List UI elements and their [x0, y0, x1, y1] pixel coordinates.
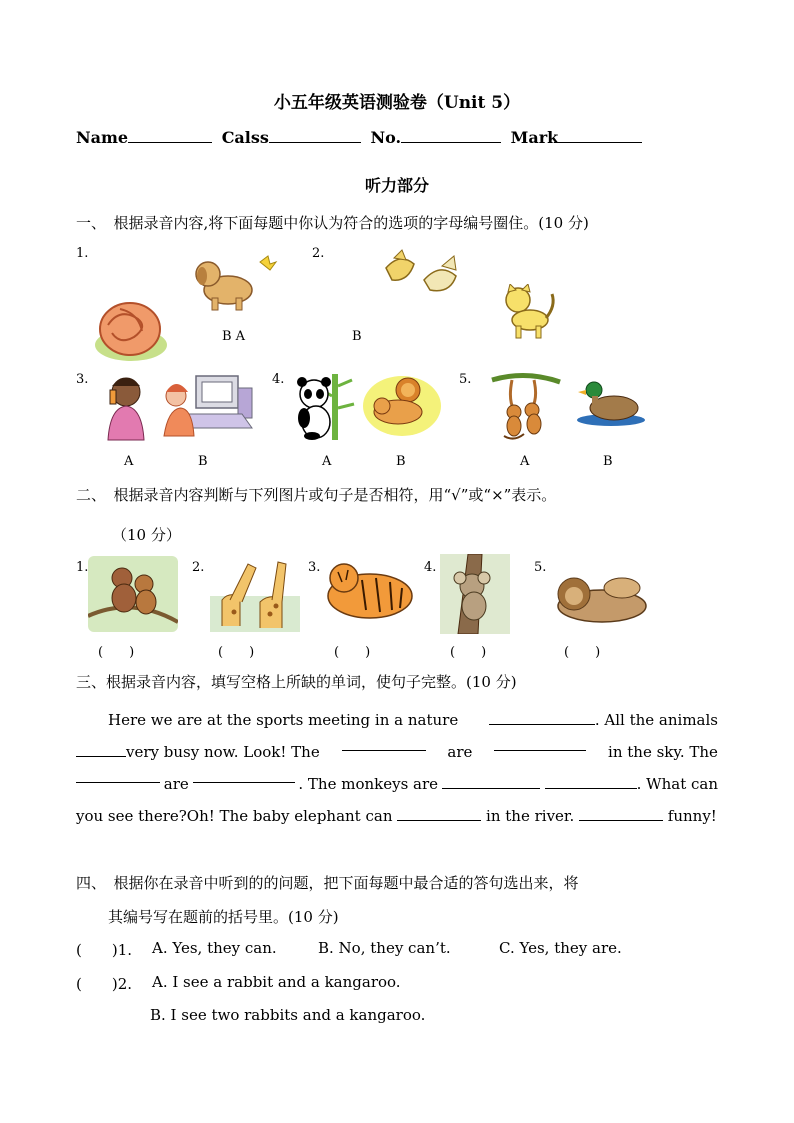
- p4-q1-number[interactable]: ( )1.: [76, 941, 133, 959]
- p1-num-3: 3.: [76, 372, 89, 387]
- lions-lying-picture: [544, 568, 648, 626]
- class-blank[interactable]: [269, 128, 361, 143]
- p1-q1-labels: B A: [222, 329, 246, 344]
- p4-q1: [76, 939, 132, 960]
- p2-num-3: 3.: [308, 560, 321, 575]
- p1-num-4: 4.: [272, 372, 285, 387]
- blank-10[interactable]: [579, 806, 663, 821]
- p1-q3-label-a: A: [124, 454, 134, 469]
- p4-q1-option-c: C. Yes, they are.: [499, 939, 622, 957]
- p2-answer-5[interactable]: ( ): [564, 645, 601, 660]
- passage-text: are: [447, 743, 473, 761]
- giraffes-picture: [210, 556, 300, 632]
- passage-line-4: [76, 800, 718, 832]
- passage-text: very busy now. Look! The: [126, 743, 320, 761]
- name-blank[interactable]: [128, 128, 212, 143]
- birds-picture: [380, 248, 468, 298]
- blank-9[interactable]: [397, 806, 481, 821]
- passage-text: . The monkeys are: [298, 775, 439, 793]
- panda-picture: [292, 372, 358, 442]
- p1-q5-label-a: A: [520, 454, 530, 469]
- blank-8[interactable]: [545, 774, 637, 789]
- passage-text: in the sky. The: [608, 743, 718, 761]
- passage-line-3: [76, 768, 718, 800]
- blank-2[interactable]: [76, 742, 126, 757]
- page-title: 小五年级英语测验卷（Unit 5）: [273, 93, 521, 113]
- passage-text: . What can: [636, 775, 718, 793]
- computer-picture: [162, 374, 258, 438]
- p2-answer-3[interactable]: ( ): [334, 645, 371, 660]
- part3-passage: [76, 704, 718, 832]
- name-label: Name: [76, 128, 129, 147]
- p1-q5-label-b: B: [603, 454, 613, 469]
- blank-6[interactable]: [193, 768, 295, 783]
- p1-q4-label-a: A: [322, 454, 332, 469]
- passage-text: are: [163, 775, 189, 793]
- p4-q1-option-b: B. No, they can’t.: [318, 939, 451, 957]
- passage-text: Here we are at the sports meeting in a nature: [108, 711, 459, 729]
- p1-q4-label-b: B: [396, 454, 406, 469]
- lions-picture: [362, 372, 442, 438]
- part1-heading: 一、 根据录音内容,将下面每题中你认为符合的选项的字母编号圈住。(10 分): [76, 214, 589, 232]
- p2-num-2: 2.: [192, 560, 205, 575]
- p4-q2-number[interactable]: ( )2.: [76, 975, 133, 993]
- p1-num-5: 5.: [459, 372, 472, 387]
- curled-animal-picture: [94, 295, 168, 363]
- passage-text: you see there?Oh! The baby elephant can: [76, 807, 393, 825]
- passage-text: in the river.: [486, 807, 575, 825]
- p4-q1-option-a: A. Yes, they can.: [152, 939, 277, 957]
- passage-line-2: [76, 736, 718, 768]
- student-info-row: [76, 128, 646, 147]
- p4-q2-option-b: B. I see two rabbits and a kangaroo.: [150, 1006, 426, 1024]
- blank-3[interactable]: [342, 736, 426, 751]
- part4-heading-line2: 其编号写在题前的括号里。(10 分): [108, 908, 339, 926]
- class-label: Calss: [221, 128, 269, 147]
- tigers-picture: [322, 556, 414, 626]
- blank-1[interactable]: [489, 710, 595, 725]
- no-blank[interactable]: [401, 128, 501, 143]
- part2-heading: 二、 根据录音内容判断与下列图片或句子是否相符，用“√”或“×”表示。: [76, 486, 557, 504]
- blank-4[interactable]: [494, 736, 586, 751]
- mark-blank[interactable]: [558, 128, 642, 143]
- p1-num-2: 2.: [312, 246, 325, 261]
- part2-points: （10 分）: [112, 526, 181, 544]
- blank-7[interactable]: [442, 774, 540, 789]
- listening-section-title: 听力部分: [364, 176, 429, 195]
- puppy-picture: [192, 252, 278, 314]
- part3-heading: 三、根据录音内容，填写空格上所缺的单词，使句子完整。(10 分): [76, 673, 517, 691]
- no-label: No.: [370, 128, 402, 147]
- cat-picture: [500, 284, 558, 342]
- mark-label: Mark: [510, 128, 559, 147]
- p2-num-5: 5.: [534, 560, 547, 575]
- p2-answer-1[interactable]: ( ): [98, 645, 135, 660]
- p1-q2-label-b: B: [352, 329, 362, 344]
- passage-text: funny!: [667, 807, 717, 825]
- duck-picture: [576, 374, 646, 428]
- passage-line-1: [76, 704, 718, 736]
- p1-q3-label-b: B: [198, 454, 208, 469]
- monkeys-branch-picture: [490, 372, 562, 442]
- blank-5[interactable]: [76, 768, 160, 783]
- monkeys-picture: [88, 556, 178, 632]
- p4-q2-option-a: A. I see a rabbit and a kangaroo.: [152, 973, 401, 991]
- p2-answer-4[interactable]: ( ): [450, 645, 487, 660]
- passage-text: . All the animals: [594, 711, 718, 729]
- p2-answer-2[interactable]: ( ): [218, 645, 255, 660]
- koala-picture: [440, 554, 510, 634]
- part4-heading-line1: 四、 根据你在录音中听到的的问题，把下面每题中最合适的答句选出来，将: [76, 874, 579, 892]
- p2-num-1: 1.: [76, 560, 89, 575]
- p1-num-1: 1.: [76, 246, 89, 261]
- p2-num-4: 4.: [424, 560, 437, 575]
- girl-phone-picture: [98, 372, 154, 442]
